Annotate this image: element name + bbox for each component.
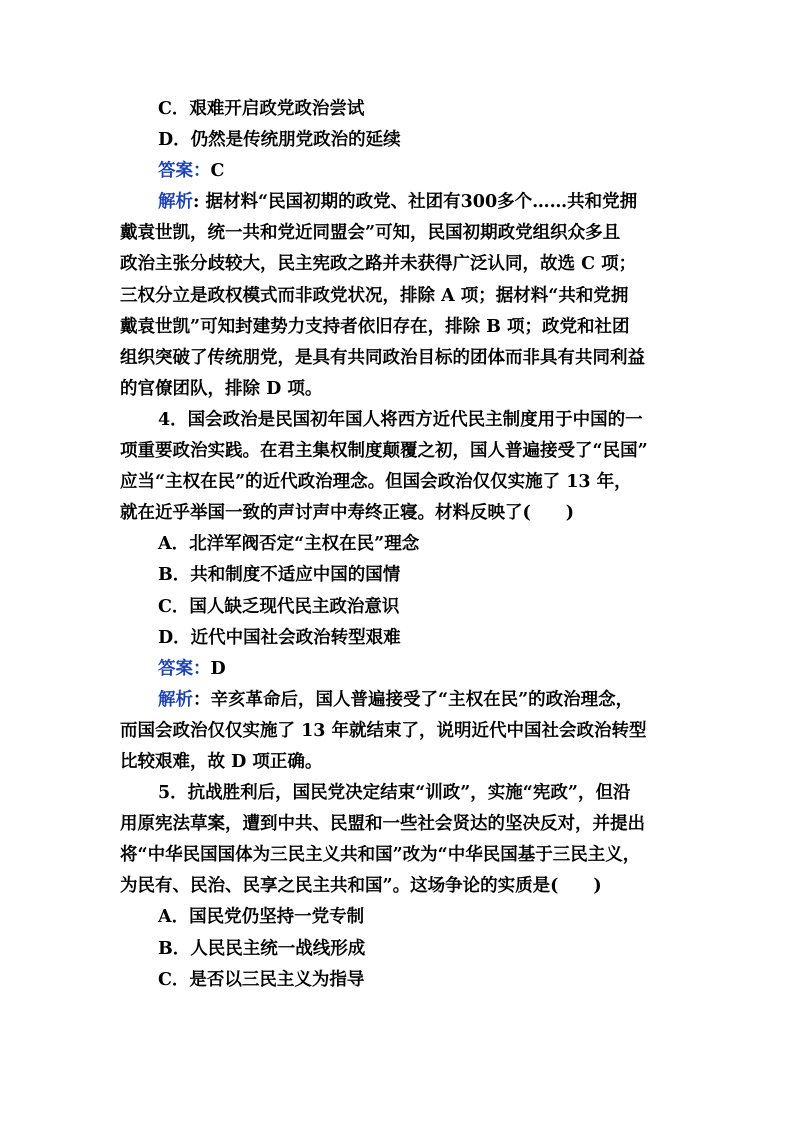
q5-stem-line: 为民有、民治、民享之民主共和国”。这场争论的实质是( ): [120, 876, 602, 897]
answer-label: 答案：: [158, 161, 211, 182]
q3-analysis-line: 戴袁世凯，统一共和党近同盟会”可知，民国初期政党组织众多且: [120, 223, 621, 244]
answer-value: D: [210, 658, 226, 679]
q4-option-b: B．共和制度不适应中国的国情: [158, 565, 401, 586]
analysis-text: ：辛亥革命后，国人普遍接受了“主权在民”的政治理念，: [193, 689, 634, 710]
q5-stem-line: 将“中华民国国体为三民主义共和国”改为“中华民国基于三民主义，: [120, 845, 641, 866]
q5-option-c: C．是否以三民主义为指导: [158, 969, 365, 990]
q3-analysis-line: 戴袁世凯”可知封建势力支持者依旧存在，排除 B 项；政党和社团: [120, 316, 630, 337]
q4-analysis-line: 而国会政治仅仅实施了 13 年就结束了，说明近代中国社会政治转型: [120, 720, 647, 741]
q5-stem-line: 用原宪法草案，遭到中共、民盟和一些社会贤达的坚决反对，并提出: [120, 814, 645, 835]
q5-option-a: A．国民党仍坚持一党专制: [158, 907, 365, 928]
q4-analysis-line: 比较艰难，故 D 项正确。: [120, 751, 323, 772]
q3-answer: [120, 156, 676, 187]
q4-stem-line: 应当“主权在民”的近代政治理念。但国会政治仅仅实施了 13 年，: [120, 472, 632, 493]
q4-option-c: C．国人缺乏现代民主政治意识: [158, 596, 400, 617]
analysis-label: 解析: [158, 689, 193, 710]
q4-stem-line: 就在近乎举国一致的声讨声中寿终正寝。材料反映了( ): [120, 503, 575, 524]
q4-option-d: D．近代中国社会政治转型艰难: [158, 627, 401, 648]
q4-answer: [120, 654, 676, 685]
document-page: [120, 94, 676, 996]
q4-stem-line: 4．国会政治是民国初年国人将西方近代民主制度用于中国的一: [158, 409, 643, 430]
q5-option-b: B．人民民主统一战线形成: [158, 938, 366, 959]
q3-analysis-line: 组织突破了传统朋党，是具有共同政治目标的团体而非具有共同利益: [120, 347, 645, 368]
q3-analysis-line: [120, 187, 676, 218]
analysis-label: 解析: [158, 192, 193, 213]
q4-option-a: A．北洋军阀否定“主权在民”理念: [158, 534, 420, 555]
q3-option-c: C．艰难开启政党政治尝试: [158, 99, 365, 119]
analysis-text: : 据材料“民国初期的政党、社团有300多个……共和党拥: [193, 192, 638, 213]
q3-analysis-line: 政治主张分歧较大，民主宪政之路并未获得广泛认同，故选 C 项；: [120, 254, 637, 275]
q3-analysis-line: 三权分立是政权模式而非政党状况，排除 A 项；据材料“共和党拥: [120, 285, 629, 306]
q4-analysis-line: [120, 685, 676, 716]
q3-analysis-line: 的官僚团队，排除 D 项。: [120, 378, 323, 399]
q4-stem-line: 项重要政治实践。在君主集权制度颠覆之初，国人普遍接受了“民国”: [120, 441, 648, 462]
answer-label: 答案：: [158, 658, 211, 679]
q5-stem-line: 5．抗战胜利后，国民党决定结束“训政”，实施“宪政”，但沿: [158, 783, 631, 804]
q3-option-d: D．仍然是传统朋党政治的延续: [158, 130, 401, 151]
answer-value: C: [210, 161, 225, 182]
